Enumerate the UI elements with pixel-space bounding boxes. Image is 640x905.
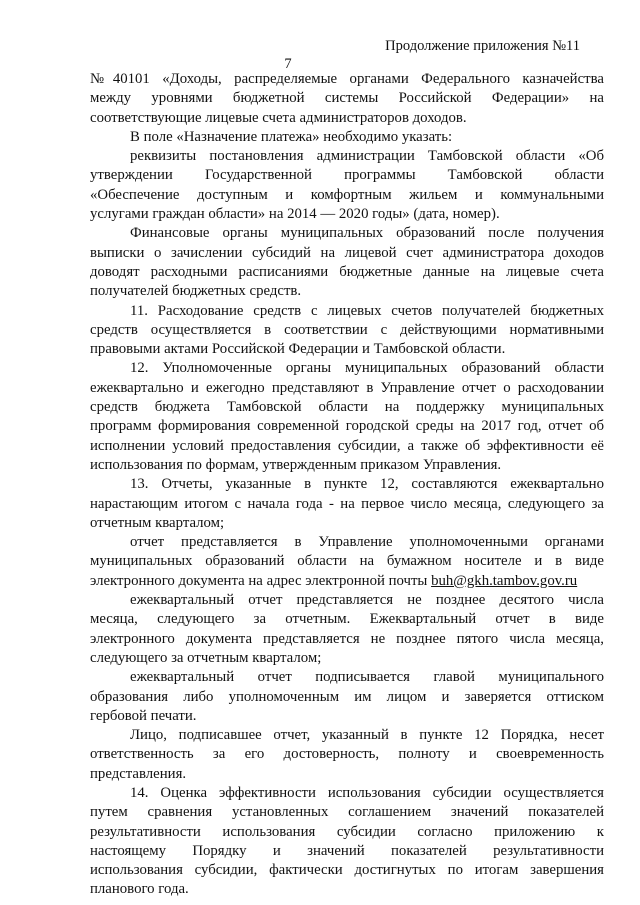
text-line: отчет представляется в Управление уполномоченными органами: [130, 534, 604, 551]
text-line: ежеквартальный отчет представляется не позднее десятого числа: [130, 592, 604, 609]
text-line: соответствующие лицевые счета администраторов доходов.: [90, 109, 467, 126]
document-body: [90, 70, 604, 900]
text-line: планового года.: [90, 881, 189, 898]
text-line: [90, 572, 604, 591]
text-line: месяца, следующего за отчетным. Ежеквартальный отчет в виде: [90, 611, 604, 628]
text-line: электронного документа представляется не позднее пятого числа месяца,: [90, 630, 604, 647]
text-line: 12. Уполномоченные органы муниципальных образований области: [130, 360, 604, 377]
text-line: «Обеспечение доступным и комфортным жильем и коммунальными: [90, 186, 604, 203]
text-line: результативности использования субсидии согласно приложению к: [90, 823, 604, 840]
text-line: В поле «Назначение платежа» необходимо указать:: [130, 128, 453, 145]
text-line: средств осуществляется в соответствии с действующими нормативными: [90, 321, 604, 338]
appendix-note: Продолжение приложения №11: [385, 38, 580, 54]
text-line: отчетным кварталом;: [90, 514, 225, 531]
text-line: муниципальных образований области на бумажном носителе и в виде: [90, 553, 604, 570]
text-line: Финансовые органы муниципальных образований после получения: [130, 225, 604, 242]
text-line: правовыми актами Российской Федерации и Тамбовской области.: [90, 341, 506, 358]
text-line: средств бюджета Тамбовской области на поддержку муниципальных: [90, 399, 604, 416]
text-line: получателей бюджетных средств.: [90, 283, 302, 300]
text-line: Лицо, подписавшее отчет, указанный в пункте 12 Порядка, несет: [130, 727, 604, 744]
text-line: ежеквартально и ежегодно представляют в Управление отчет о расходовании: [90, 379, 604, 396]
text-line: использования субсидии, фактически достигнутых по итогам завершения: [90, 862, 604, 879]
text-line: выписки о зачислении субсидий на лицевой счет администратора доходов: [90, 244, 604, 261]
text-line: настоящему Порядку и значений показателей результативности: [90, 842, 604, 859]
text-line: путем сравнения установленных соглашением значений показателей: [90, 804, 604, 821]
text-line: следующего за отчетным кварталом;: [90, 649, 322, 666]
text-line: программ формирования современной городской среды на 2017 год, отчет об: [90, 418, 604, 435]
text-line: ежеквартальный отчет подписывается главой муниципального: [130, 669, 604, 686]
text-line: образования либо уполномоченным им лицом и заверяется оттиском: [90, 688, 604, 705]
text-line: между уровнями бюджетной системы Российской Федерации» на: [90, 90, 604, 107]
text-line: услугами граждан области» на 2014 — 2020 годы» (дата, номер).: [90, 206, 500, 223]
text-line: утверждении Государственной программы Тамбовской области: [90, 167, 604, 184]
text-line: ответственность за его достоверность, полноту и своевременность: [90, 746, 604, 763]
text-line: №40101 «Доходы, распределяемые органами Федерального казначейства: [90, 71, 604, 87]
text-line: 13. Отчеты, указанные в пункте 12, составляются ежеквартально: [130, 476, 604, 493]
text-line: представления.: [90, 765, 187, 782]
text-line: исполнении условий предоставления субсидии, а также об эффективности её: [90, 437, 604, 454]
text-line: 14. Оценка эффективности использования субсидии осуществляется: [130, 784, 604, 801]
email-address: buh@gkh.tambov.gov.ru: [431, 572, 578, 589]
text-line: гербовой печати.: [90, 707, 197, 724]
text-line: 11. Расходование средств с лицевых счетов получателей бюджетных: [130, 302, 604, 319]
text-line-part: электронного документа на адрес электронной почты: [90, 572, 432, 589]
text-line: реквизиты постановления администрации Тамбовской области «Об: [130, 148, 604, 165]
text-line: использования по формам, утвержденным приказом Управления.: [90, 456, 502, 473]
page-number: 7: [284, 56, 292, 72]
text-line: нарастающим итогом с начала года - на первое число месяца, следующего за: [90, 495, 604, 512]
text-line: доводят расходными расписаниями бюджетные данные на лицевые счета: [90, 263, 604, 280]
